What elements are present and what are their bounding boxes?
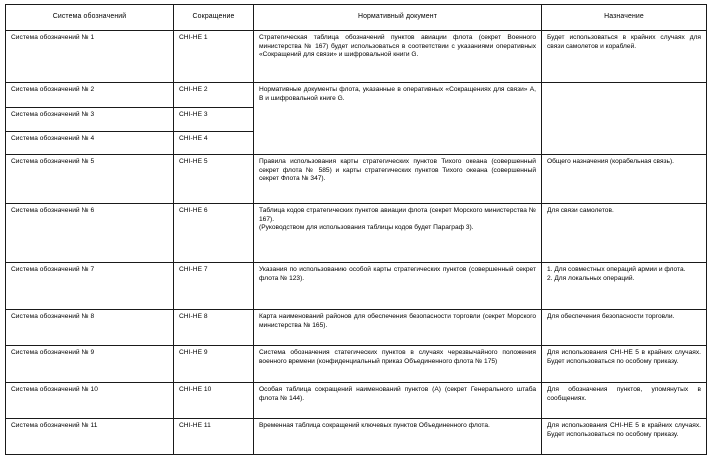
cell-purpose: Для связи самолетов.	[542, 204, 707, 263]
cell-document: Особая таблица сокращений наименований пунктов (A) (секрет Генерального штаба флота № 144).	[254, 383, 542, 419]
column-header-abbrev: Сокращение	[174, 5, 254, 31]
cell-purpose: Для обозначения пунктов, упомянутых в сообщениях.	[542, 383, 707, 419]
cell-abbrev: CHI-HE 1	[174, 31, 254, 83]
cell-abbrev: CHI-HE 7	[174, 263, 254, 310]
column-header-purpose: Назначение	[542, 5, 707, 31]
table-body	[6, 31, 707, 455]
cell-purpose: Для использования CHI-HE 5 в крайних случаях. Будет использоваться по особому приказу.	[542, 346, 707, 383]
cell-system: Система обозначений № 6	[6, 204, 174, 263]
cell-abbrev: CHI-HE 6	[174, 204, 254, 263]
cell-purpose: Будет использоваться в крайних случаях для связи самолетов и кораблей.	[542, 31, 707, 83]
cell-abbrev: CHI-HE 9	[174, 346, 254, 383]
cell-document-paragraph: Таблица кодов стратегических пунктов авиации флота (секрет Морского министерства № 167).	[259, 207, 536, 223]
table-row	[6, 155, 707, 204]
table-row	[6, 204, 707, 263]
cell-system: Система обозначений № 7	[6, 263, 174, 310]
table-row	[6, 83, 707, 108]
cell-abbrev: CHI-HE 8	[174, 310, 254, 346]
cell-document: Временная таблица сокращений ключевых пунктов Объединенного флота.	[254, 419, 542, 455]
cell-purpose	[542, 263, 707, 310]
cell-purpose: Для обеспечения безопасности торговли.	[542, 310, 707, 346]
cell-purpose: Общего назначения (корабельная связь).	[542, 155, 707, 204]
column-header-system: Система обозначений	[6, 5, 174, 31]
cell-system: Система обозначений № 1	[6, 31, 174, 83]
cell-document: Правила использования карты стратегических пунктов Тихого океана (совершенный секрет флота № 585) и карты стратегических пунктов Тихого океана (совершенный секрет Флота № 347).	[254, 155, 542, 204]
table-row	[6, 310, 707, 346]
cell-abbrev: CHI-HE 11	[174, 419, 254, 455]
cell-document-merged: Нормативные документы флота, указанные в оперативных «Сокращениях для связи» A, B и шифровальной книге G.	[254, 83, 542, 155]
cell-purpose: Для использования CHI-HE 5 в крайних случаях. Будет использоваться по особому приказу.	[542, 419, 707, 455]
cell-document-paragraph: (Руководством для использования таблицы кодов будет Параграф 3).	[259, 224, 474, 232]
cell-purpose-empty	[542, 83, 707, 155]
code-systems-table	[5, 4, 707, 455]
cell-purpose-paragraph: 2. Для локальных операций.	[547, 274, 635, 282]
table-row	[6, 263, 707, 310]
table-header-row	[6, 5, 707, 31]
cell-system: Система обозначений № 4	[6, 132, 174, 155]
table-header	[6, 5, 707, 31]
cell-system: Система обозначений № 2	[6, 83, 174, 108]
cell-document: Указания по использованию особой карты стратегических пунктов (совершенный секрет флота № 123).	[254, 263, 542, 310]
cell-document	[254, 204, 542, 263]
cell-system: Система обозначений № 5	[6, 155, 174, 204]
cell-system: Система обозначений № 10	[6, 383, 174, 419]
cell-abbrev: CHI-HE 5	[174, 155, 254, 204]
cell-system: Система обозначений № 3	[6, 108, 174, 132]
cell-system: Система обозначений № 11	[6, 419, 174, 455]
cell-abbrev: CHI-HE 2	[174, 83, 254, 108]
table-row	[6, 383, 707, 419]
column-header-document: Нормативный документ	[254, 5, 542, 31]
cell-abbrev: CHI-HE 10	[174, 383, 254, 419]
cell-abbrev: CHI-HE 4	[174, 132, 254, 155]
cell-system: Система обозначений № 8	[6, 310, 174, 346]
cell-document: Система обозначения статегических пунктов в случаях черезвычайного положения военного времени (конфиденциальный приказ Объединенного флота № 175)	[254, 346, 542, 383]
cell-document: Стратегическая таблица обозначений пунктов авиации флота (секрет Военного министерства № 167) будет использоваться в соответствии с указаниями оперативных «Сокращений для связи» и шифровальной книги G.	[254, 31, 542, 83]
cell-purpose-paragraph: 1. Для совместных операций армии и флота.	[547, 266, 686, 273]
cell-system: Система обозначений № 9	[6, 346, 174, 383]
table-row	[6, 346, 707, 383]
table-row	[6, 31, 707, 83]
cell-abbrev: CHI-HE 3	[174, 108, 254, 132]
cell-document: Карта наименований районов для обеспечения безопасности торговли (секрет Морского министерства № 165).	[254, 310, 542, 346]
